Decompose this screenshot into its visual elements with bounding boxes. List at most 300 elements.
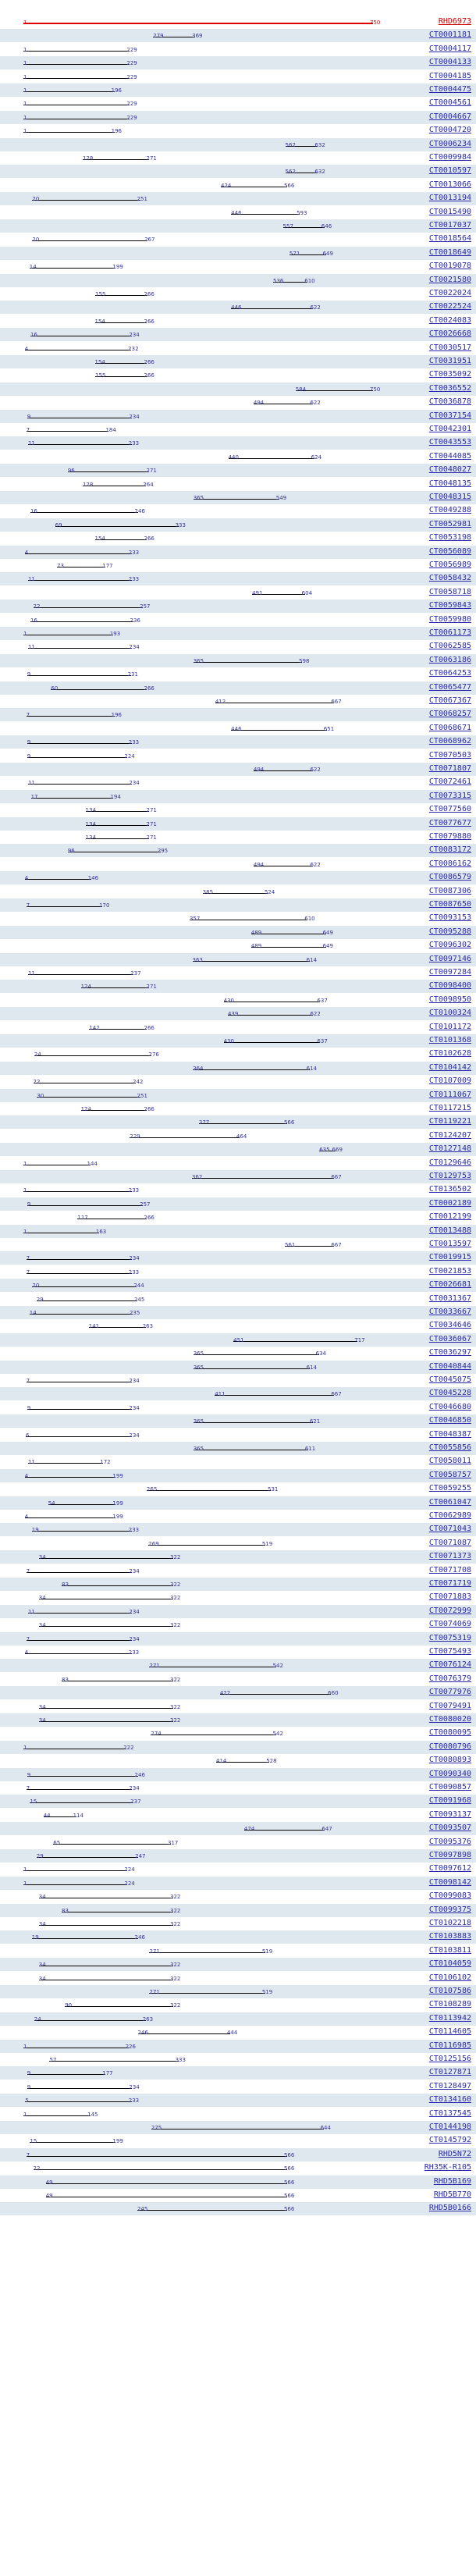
sequence-id-link[interactable]: CT0097898 [428, 1851, 471, 1859]
sequence-id-link[interactable]: CT0045075 [428, 1375, 471, 1384]
sequence-id-link[interactable]: RHD5B169 [433, 2176, 471, 2186]
alignment-row [0, 1089, 476, 1102]
sequence-id-link[interactable]: RHD6973 [438, 17, 471, 26]
alignment-row [0, 342, 476, 355]
sequence-id-link[interactable]: CT0068671 [428, 723, 471, 732]
sequence-id-link[interactable]: CT0107586 [428, 1987, 471, 1995]
alignment-row [0, 2012, 476, 2026]
end-position-label: 651 [323, 725, 335, 732]
alignment-row [0, 1414, 476, 1428]
end-position-label: 531 [268, 1486, 279, 1493]
sequence-id-link[interactable]: CT0037154 [428, 411, 471, 420]
sequence-id-link[interactable]: CT0009984 [428, 153, 471, 162]
start-position-label: 1 [23, 1744, 27, 1751]
start-position-label: 571 [289, 250, 300, 257]
alignment-bar [30, 512, 138, 513]
sequence-id-link[interactable]: CT0097612 [428, 1864, 471, 1873]
sequence-id-link[interactable]: CT0040844 [428, 1361, 471, 1371]
sequence-id-link[interactable]: CT0052981 [428, 519, 471, 528]
sequence-id-link[interactable]: CT0049288 [428, 506, 471, 515]
alignment-bar [27, 2074, 105, 2075]
sequence-id-link[interactable]: CT0068962 [428, 737, 471, 746]
start-position-label: 5 [25, 2097, 29, 2105]
sequence-id-link[interactable]: CT0061047 [428, 1497, 471, 1507]
alignment-row [0, 667, 476, 681]
end-position-label: 621 [309, 1418, 321, 1425]
start-position-label: 11 [27, 780, 35, 787]
sequence-id-link[interactable]: CT0074069 [428, 1620, 471, 1629]
sequence-id-link[interactable]: CT0086579 [428, 873, 471, 882]
sequence-id-link[interactable]: CT0077677 [428, 818, 471, 827]
alignment-bar [149, 1993, 265, 1994]
start-position-label: 11 [27, 1459, 35, 1466]
end-position-label: 244 [133, 1283, 144, 1290]
sequence-id-link[interactable]: CT0071708 [428, 1565, 471, 1574]
end-position-label: 322 [170, 1622, 181, 1629]
sequence-id-link[interactable]: CT0103811 [428, 1945, 471, 1955]
sequence-id-link[interactable]: CT0055856 [428, 1443, 471, 1452]
alignment-bar [25, 553, 132, 554]
sequence-id-link[interactable]: CT0018649 [428, 247, 471, 257]
sequence-id-link[interactable]: CT0026681 [428, 1280, 471, 1290]
start-position-label: 69 [55, 521, 62, 528]
end-position-label: 614 [306, 956, 318, 963]
sequence-id-link[interactable]: CT0059980 [428, 614, 471, 624]
sequence-id-link[interactable]: CT0026668 [428, 329, 471, 339]
sequence-id-link[interactable]: CT0036067 [428, 1334, 471, 1343]
sequence-id-link[interactable]: CT0101368 [428, 1036, 471, 1044]
end-position-label: 649 [322, 929, 333, 936]
start-position-label: 362 [191, 1174, 203, 1180]
start-position-label: 155 [95, 291, 106, 297]
end-position-label: 604 [301, 589, 313, 596]
sequence-id-link[interactable]: CT0102628 [428, 1049, 471, 1059]
sequence-id-link[interactable]: CT0045228 [428, 1389, 471, 1398]
end-position-label: 667 [331, 699, 342, 705]
alignment-row [0, 1523, 476, 1536]
alignment-row [0, 1605, 476, 1618]
end-position-label: 224 [124, 753, 135, 760]
sequence-id-link[interactable]: CT0022024 [428, 289, 471, 297]
sequence-id-link[interactable]: CT0035092 [428, 370, 471, 379]
sequence-id-link[interactable]: CT0075319 [428, 1633, 471, 1642]
sequence-id-link[interactable]: CT0086162 [428, 859, 471, 868]
end-position-label: 233 [128, 549, 140, 556]
alignment-row [0, 1713, 476, 1727]
start-position-label: 83 [62, 1582, 69, 1588]
start-position-label: 16 [30, 617, 37, 624]
sequence-id-link[interactable]: CT0087306 [428, 886, 471, 895]
alignment-row [0, 219, 476, 233]
sequence-id-link[interactable]: CT0030517 [428, 343, 471, 352]
sequence-id-link[interactable]: CT0046850 [428, 1416, 471, 1425]
alignment-row [0, 396, 476, 409]
sequence-id-link[interactable]: CT0117215 [428, 1104, 471, 1112]
sequence-id-link[interactable]: CT0128497 [428, 2081, 471, 2090]
sequence-id-link[interactable]: CT0090340 [428, 1769, 471, 1778]
end-position-label: 196 [111, 128, 122, 135]
end-position-label: 622 [310, 767, 321, 773]
alignment-bar [34, 1055, 152, 1056]
start-position-label: 584 [295, 386, 307, 393]
start-position-label: 20 [32, 1283, 40, 1290]
end-position-label: 566 [283, 1119, 295, 1126]
sequence-id-link[interactable]: CT0124207 [428, 1130, 471, 1140]
end-position-label: 528 [266, 1758, 277, 1765]
sequence-id-link[interactable]: CT0001181 [428, 30, 471, 40]
start-position-label: 134 [85, 807, 96, 814]
sequence-id-link[interactable]: CT0068257 [428, 710, 471, 719]
start-position-label: 1 [23, 101, 27, 108]
sequence-id-link[interactable]: CT0070503 [428, 750, 471, 760]
sequence-id-link[interactable]: CT0013194 [428, 194, 471, 203]
sequence-id-link[interactable]: CT0036552 [428, 383, 471, 393]
end-position-label: 199 [112, 2138, 123, 2145]
sequence-id-link[interactable]: CT0076379 [428, 1674, 471, 1683]
sequence-id-link[interactable]: CT0062585 [428, 642, 471, 651]
sequence-id-link[interactable]: CT0116985 [428, 2041, 471, 2050]
sequence-id-link[interactable]: CT0071043 [428, 1525, 471, 1534]
sequence-id-link[interactable]: CT0067367 [428, 696, 471, 705]
sequence-id-link[interactable]: CT0059255 [428, 1484, 471, 1493]
sequence-id-link[interactable]: CT0043553 [428, 438, 471, 447]
sequence-id-link[interactable]: CT0080893 [428, 1756, 471, 1765]
sequence-id-link[interactable]: CT0103883 [428, 1932, 471, 1941]
end-position-label: 266 [144, 359, 155, 365]
start-position-label: 20 [32, 237, 40, 244]
sequence-id-link[interactable]: CT0048027 [428, 465, 471, 475]
sequence-id-link[interactable]: CT0071883 [428, 1592, 471, 1602]
end-position-label: 271 [146, 807, 157, 814]
sequence-id-link[interactable]: CT0114605 [428, 2027, 471, 2037]
sequence-id-link[interactable]: CT0021853 [428, 1266, 471, 1276]
alignment-row [0, 1062, 476, 1075]
alignment-row [0, 491, 476, 504]
sequence-id-link[interactable]: CT0091968 [428, 1796, 471, 1806]
start-position-label: 446 [231, 725, 242, 732]
start-position-label: 7 [26, 1378, 30, 1384]
sequence-id-link[interactable]: CT0012199 [428, 1212, 471, 1222]
sequence-id-link[interactable]: CT0134160 [428, 2095, 471, 2105]
start-position-label: 154 [94, 535, 105, 543]
end-position-label: 233 [128, 576, 140, 583]
sequence-id-link[interactable]: CT0071373 [428, 1552, 471, 1561]
start-position-label: 489 [250, 929, 262, 936]
sequence-id-link[interactable]: CT0079880 [428, 832, 471, 841]
sequence-id-link[interactable]: CT0031951 [428, 357, 471, 365]
end-position-label: 669 [332, 1147, 343, 1154]
start-position-label: 411 [215, 1391, 226, 1398]
alignment-bar [26, 1436, 132, 1437]
alignment-row [0, 423, 476, 436]
alignment-bar [51, 689, 147, 690]
end-position-label: 257 [140, 603, 151, 610]
sequence-id-link[interactable]: CT0034646 [428, 1321, 471, 1330]
sequence-id-link[interactable]: CT0093153 [428, 913, 471, 923]
sequence-id-link[interactable]: CT0048315 [428, 493, 471, 501]
sequence-id-link[interactable]: CT0044085 [428, 451, 471, 461]
end-position-label: 322 [170, 1554, 181, 1561]
start-position-label: 14 [29, 1310, 37, 1316]
sequence-id-link[interactable]: CT0080020 [428, 1715, 471, 1724]
end-position-label: 593 [297, 209, 307, 216]
alignment-row [0, 16, 476, 29]
start-position-label: 377 [198, 1119, 210, 1126]
sequence-id-link[interactable]: CT0104142 [428, 1062, 471, 1072]
sequence-id-link[interactable]: CT0053198 [428, 533, 471, 543]
end-position-label: 634 [315, 1350, 326, 1357]
sequence-id-link[interactable]: CT0144198 [428, 2122, 471, 2131]
sequence-id-link[interactable]: CT0015490 [428, 207, 471, 216]
sequence-id-link[interactable]: CT0013597 [428, 1240, 471, 1248]
sequence-id-link[interactable]: CT0004561 [428, 98, 471, 108]
end-position-label: 246 [134, 1934, 145, 1941]
sequence-id-link[interactable]: CT0125156 [428, 2055, 471, 2063]
sequence-id-link[interactable]: CT0090857 [428, 1783, 471, 1791]
start-position-label: 562 [285, 169, 296, 176]
end-position-label: 257 [140, 1201, 151, 1208]
sequence-id-link[interactable]: CT0048135 [428, 479, 471, 488]
start-position-label: 357 [189, 916, 201, 923]
sequence-id-link[interactable]: CT0019078 [428, 262, 471, 271]
alignment-row [0, 2040, 476, 2053]
sequence-id-link[interactable]: CT0017037 [428, 221, 471, 229]
sequence-id-link[interactable]: RHD5B770 [433, 2190, 471, 2199]
sequence-id-link[interactable]: CT0058718 [428, 587, 471, 596]
sequence-id-link[interactable]: CT0059843 [428, 601, 471, 610]
alignment-row [0, 1429, 476, 1442]
sequence-id-link[interactable]: CT0095288 [428, 927, 471, 936]
start-position-label: 34 [38, 1717, 46, 1724]
sequence-id-link[interactable]: CT0107009 [428, 1076, 471, 1086]
sequence-id-link[interactable]: CT0097284 [428, 968, 471, 977]
sequence-id-link[interactable]: CT0093137 [428, 1809, 471, 1819]
sequence-id-link[interactable]: CT0076124 [428, 1660, 471, 1670]
start-position-label: 154 [94, 318, 105, 325]
sequence-id-link[interactable]: CT0098950 [428, 994, 471, 1004]
alignment-row [0, 722, 476, 735]
sequence-id-link[interactable]: CT0062989 [428, 1511, 471, 1520]
sequence-id-link[interactable]: CT0004185 [428, 71, 471, 80]
alignment-bar [194, 1354, 319, 1355]
alignment-bar [28, 1463, 103, 1464]
alignment-row [0, 2176, 476, 2189]
alignment-row [0, 301, 476, 314]
alignment-row [0, 1591, 476, 1604]
sequence-id-link[interactable]: CT0019915 [428, 1253, 471, 1262]
end-position-label: 598 [299, 657, 310, 664]
end-position-label: 251 [137, 1092, 147, 1099]
sequence-id-link[interactable]: CT0119221 [428, 1117, 471, 1126]
sequence-id-link[interactable]: CT0004475 [428, 85, 471, 94]
end-position-label: 649 [322, 250, 333, 257]
sequence-id-link[interactable]: CT0056989 [428, 560, 471, 569]
alignment-row [0, 994, 476, 1007]
sequence-id-link[interactable]: CT0061173 [428, 628, 471, 637]
end-position-label: 322 [170, 1907, 181, 1914]
sequence-id-link[interactable]: CT0004117 [428, 44, 471, 53]
sequence-id-link[interactable]: CT0137545 [428, 2108, 471, 2118]
sequence-id-link[interactable]: CT0083172 [428, 845, 471, 855]
alignment-row [0, 1863, 476, 1876]
sequence-id-link[interactable]: CT0021580 [428, 275, 471, 284]
start-position-label: 7 [26, 427, 30, 433]
sequence-id-link[interactable]: CT0013066 [428, 180, 471, 189]
sequence-id-link[interactable]: CT0072461 [428, 777, 471, 787]
end-position-label: 234 [129, 1404, 140, 1411]
sequence-id-link[interactable]: CT0031367 [428, 1293, 471, 1303]
start-position-label: 1 [23, 2043, 27, 2050]
sequence-id-link[interactable]: CT0111067 [428, 1090, 471, 1099]
end-position-label: 611 [304, 1446, 316, 1452]
sequence-id-link[interactable]: CT0127148 [428, 1144, 471, 1154]
alignment-row [0, 2189, 476, 2202]
sequence-id-link[interactable]: CT0042301 [428, 425, 471, 433]
sequence-id-link[interactable]: CT0096302 [428, 941, 471, 950]
start-position-label: 24 [34, 2016, 41, 2023]
sequence-id-link[interactable]: CT0101172 [428, 1022, 471, 1031]
sequence-id-link[interactable]: CT0102218 [428, 1919, 471, 1927]
sequence-id-link[interactable]: CT0145792 [428, 2136, 471, 2145]
start-position-label: 271 [149, 1989, 160, 1995]
sequence-id-link[interactable]: CT0104059 [428, 1959, 471, 1969]
end-position-label: 163 [95, 1228, 107, 1235]
sequence-id-link[interactable]: CT0006234 [428, 139, 471, 148]
start-position-label: 271 [149, 1663, 160, 1670]
start-position-label: 141 [88, 1323, 100, 1330]
alignment-row [0, 858, 476, 871]
sequence-id-link[interactable]: CT0108289 [428, 2000, 471, 2009]
sequence-id-link[interactable]: CT0106102 [428, 1973, 471, 1982]
sequence-id-link[interactable]: CT0075493 [428, 1647, 471, 1656]
start-position-label: 562 [285, 141, 296, 148]
sequence-id-link[interactable]: CT0100324 [428, 1009, 471, 1018]
sequence-id-link[interactable]: CT0064253 [428, 669, 471, 678]
alignment-bar [32, 1938, 138, 1939]
start-position-label: 54 [48, 1500, 55, 1507]
sequence-id-link[interactable]: CT0063186 [428, 655, 471, 664]
sequence-id-link[interactable]: CT0058757 [428, 1470, 471, 1479]
alignment-row [0, 1306, 476, 1319]
sequence-id-link[interactable]: CT0046680 [428, 1402, 471, 1411]
end-position-label: 637 [317, 1038, 328, 1044]
start-position-label: 7 [26, 712, 30, 719]
sequence-id-link[interactable]: CT0065477 [428, 682, 471, 692]
sequence-id-link[interactable]: CT0079491 [428, 1701, 471, 1710]
sequence-id-link[interactable]: CT0127871 [428, 2068, 471, 2077]
start-position-label: 96 [67, 848, 75, 855]
start-position-label: 1 [23, 2111, 27, 2118]
alignment-row [0, 763, 476, 776]
sequence-id-link[interactable]: CT0018564 [428, 234, 471, 244]
sequence-id-link[interactable]: RHD5N72 [438, 2149, 471, 2158]
sequence-id-link[interactable]: CT0113942 [428, 2013, 471, 2023]
alignment-row [0, 464, 476, 477]
sequence-id-link[interactable]: CT0010597 [428, 166, 471, 176]
end-position-label: 566 [283, 2151, 295, 2158]
end-position-label: 632 [314, 141, 325, 148]
start-position-label: 34 [38, 1554, 46, 1561]
sequence-id-link[interactable]: CT0097146 [428, 954, 471, 963]
alignment-bar [30, 2142, 115, 2143]
sequence-id-link[interactable]: CT0002189 [428, 1198, 471, 1208]
start-position-label: 494 [253, 767, 265, 773]
sequence-id-link[interactable]: CT0024083 [428, 315, 471, 325]
sequence-id-link[interactable]: CT0087650 [428, 900, 471, 909]
alignment-bar [27, 2088, 133, 2089]
start-position-label: 34 [38, 1921, 46, 1927]
end-position-label: 246 [134, 508, 145, 515]
sequence-id-link[interactable]: CT0080796 [428, 1742, 471, 1751]
sequence-id-link[interactable]: CT0071719 [428, 1579, 471, 1588]
sequence-id-link[interactable]: CT0058432 [428, 574, 471, 583]
sequence-id-link[interactable]: CT0136502 [428, 1185, 471, 1194]
sequence-id-link[interactable]: CT0071087 [428, 1538, 471, 1547]
alignment-bar [193, 961, 310, 962]
alignment-bar [194, 662, 302, 663]
alignment-bar [39, 1558, 173, 1559]
sequence-id-link[interactable]: CT0004133 [428, 58, 471, 67]
alignment-bar [39, 1925, 173, 1926]
sequence-id-link[interactable]: CT0098142 [428, 1877, 471, 1887]
sequence-id-link[interactable]: CT0093507 [428, 1823, 471, 1833]
alignment-bar [30, 1802, 133, 1803]
start-position-label: 4 [24, 1472, 29, 1479]
alignment-bar [27, 757, 128, 758]
sequence-id-link[interactable]: CT0048387 [428, 1429, 471, 1439]
sequence-id-link[interactable]: CT0013488 [428, 1226, 471, 1235]
alignment-bar [25, 879, 91, 880]
sequence-id-link[interactable]: CT0080095 [428, 1728, 471, 1738]
start-position-label: 29 [36, 1296, 44, 1303]
sequence-id-link[interactable]: CT0072999 [428, 1606, 471, 1615]
sequence-id-link[interactable]: CT0058011 [428, 1457, 471, 1466]
sequence-id-link[interactable]: CT0004667 [428, 112, 471, 121]
start-position-label: 414 [216, 1758, 227, 1765]
sequence-id-link[interactable]: CT0077560 [428, 805, 471, 814]
sequence-id-link[interactable]: CT0099375 [428, 1905, 471, 1914]
sequence-id-link[interactable]: CT0095376 [428, 1837, 471, 1846]
sequence-id-link[interactable]: CT0073315 [428, 791, 471, 800]
sequence-id-link[interactable]: CT0129646 [428, 1158, 471, 1167]
sequence-id-link[interactable]: CT0129753 [428, 1172, 471, 1180]
sequence-id-link[interactable]: CT0099083 [428, 1891, 471, 1901]
sequence-id-link[interactable]: CT0077976 [428, 1688, 471, 1697]
sequence-id-link[interactable]: CT0071807 [428, 764, 471, 773]
sequence-id-link[interactable]: CT0004720 [428, 126, 471, 135]
sequence-id-link[interactable]: CT0022524 [428, 302, 471, 311]
alignment-row [0, 1673, 476, 1686]
alignment-row [0, 1115, 476, 1129]
sequence-id-link[interactable]: RHD5B0166 [428, 2204, 471, 2213]
alignment-row [0, 1877, 476, 1890]
end-position-label: 266 [144, 372, 155, 379]
sequence-id-link[interactable]: CT0056089 [428, 546, 471, 556]
sequence-id-link[interactable]: CT0036297 [428, 1348, 471, 1357]
sequence-id-link[interactable]: CT0036878 [428, 397, 471, 407]
alignment-row [0, 559, 476, 572]
start-position-label: 34 [38, 1975, 46, 1982]
sequence-id-link[interactable]: CT0098400 [428, 981, 471, 991]
alignment-row [0, 151, 476, 165]
alignment-bar [25, 1653, 132, 1654]
alignment-bar [32, 200, 140, 201]
end-position-label: 266 [144, 1024, 155, 1031]
end-position-label: 267 [144, 237, 155, 244]
end-position-label: 234 [129, 1608, 140, 1615]
sequence-id-link[interactable]: RH35K-R105 [424, 2163, 471, 2172]
sequence-id-link[interactable]: CT0033667 [428, 1308, 471, 1316]
